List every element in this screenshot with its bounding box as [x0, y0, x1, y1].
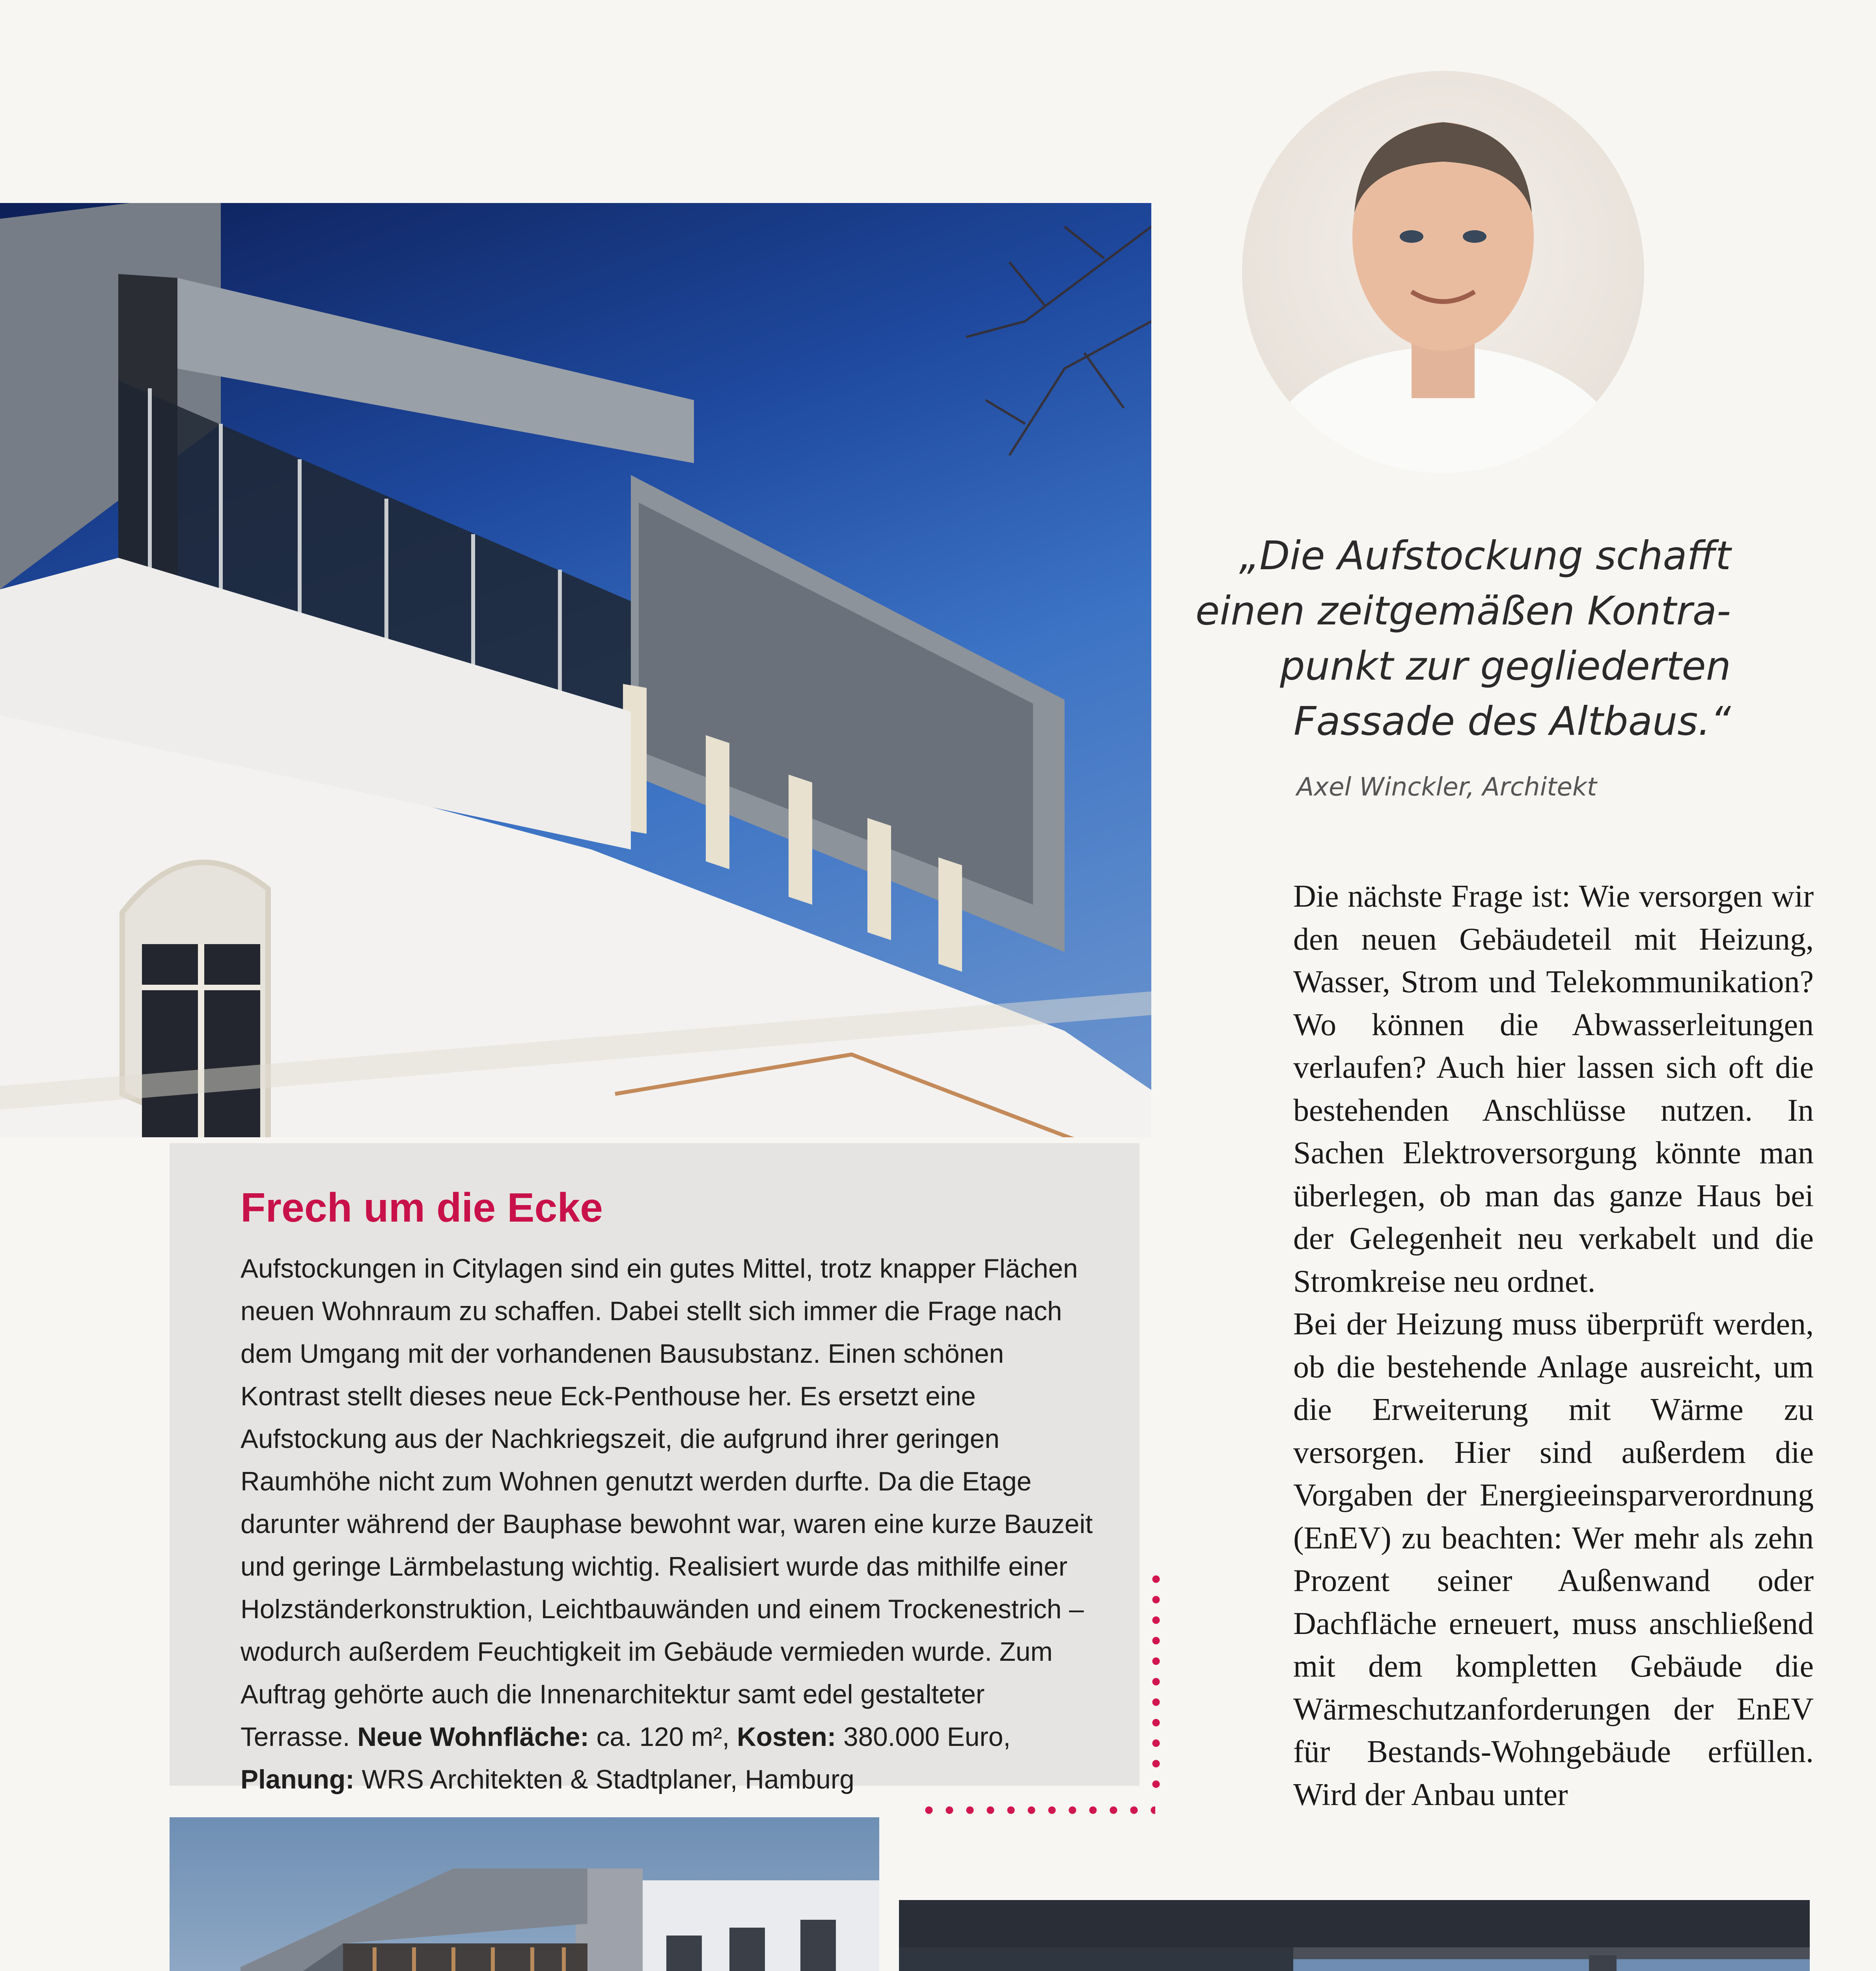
info-box-main-text: Aufstockungen in Citylagen sind ein gutes Mittel, trotz knapper Flächen neuen Wohnraum zu schaffen. Dabei stellt sich immer die Frage nach dem Umgang mit der vorhandenen Bausubstanz. Einen schönen Kontrast stellt dieses neue Eck-Penthouse her. Es ersetzt eine Aufstockung aus der Nachkriegszeit, die aufgrund ihrer geringen Raumhöhe nicht zum Wohnen genutzt werden durfte. Da die Etage darunter während der Bauphase bewohnt war, waren eine kurze Bauzeit und geringe Lärmbelastung wichtig. Realisiert wurde das mithilfe einer Holzständerkonstruktion, Leichtbauwänden und einem Trockenestrich – wodurch außerdem Feuchtigkeit im Gebäude vermieden wurde. Zum Auftrag gehörte auch die Innenarchitektur samt edel gestalteter Terrasse. — [241, 1254, 1093, 1752]
value-planning: WRS Architekten & Stadtplaner, Hamburg — [354, 1765, 854, 1794]
value-cost: 380.000 Euro, — [836, 1722, 1011, 1752]
quote-line: Fassade des Altbaus.“ — [1293, 698, 1731, 744]
dotted-decoration-horizontal — [919, 1805, 1155, 1815]
label-area: Neue Wohnfläche: — [357, 1722, 589, 1752]
body-paragraph: Bei der Heizung muss überprüft werden, ob die bestehende Anlage ausreicht, um die Erweiterung mit Wärme zu versorgen. Hier sind außerdem die Vorgaben der Energieeinsparverordnung (EnEV) zu beachten: Wer mehr als zehn Prozent seiner Außenwand oder Dachfläche erneuert, muss anschließend mit dem kompletten Gebäude die Wärmeschutzanforderungen der EnEV für Bestands-Wohngebäude erfüllen. Wird der Anbau unter — [1293, 1307, 1814, 1812]
pull-quote — [1159, 528, 1731, 749]
quote-line: einen zeitgemäßen Kontra- — [1195, 588, 1731, 634]
value-area: ca. 120 m², — [589, 1722, 737, 1752]
info-box-text — [241, 1248, 1100, 1801]
quote-line: punkt zur gegliederten — [1280, 643, 1731, 689]
body-text-column — [1293, 875, 1814, 1816]
quote-line: „Die Aufstockung schafft — [1239, 533, 1731, 579]
info-box-title: Frech um die Ecke — [241, 1185, 603, 1231]
portrait-axel-winckler — [1242, 71, 1644, 473]
photo-building-corner — [170, 1817, 879, 1971]
label-cost: Kosten: — [737, 1722, 836, 1752]
label-planning: Planung: — [241, 1765, 354, 1794]
photo-penthouse-facade — [0, 203, 1151, 1137]
dotted-decoration-vertical — [1151, 1569, 1161, 1798]
body-paragraph: Die nächste Frage ist: Wie versorgen wir den neuen Gebäudeteil mit Heizung, Wasser, Strom und Telekommunikation? Wo können die Abwasserleitungen verlaufen? Auch hier lassen sich oft die bestehenden Anschlüsse nutzen. In Sachen Elektroversorgung könnte man überlegen, ob man das ganze Haus bei der Gelegenheit neu verkabelt und die Stromkreise neu ordnet. — [1293, 879, 1814, 1299]
quote-author: Axel Winckler, Architekt — [1296, 773, 1597, 802]
photo-terrace — [899, 1900, 1810, 1971]
